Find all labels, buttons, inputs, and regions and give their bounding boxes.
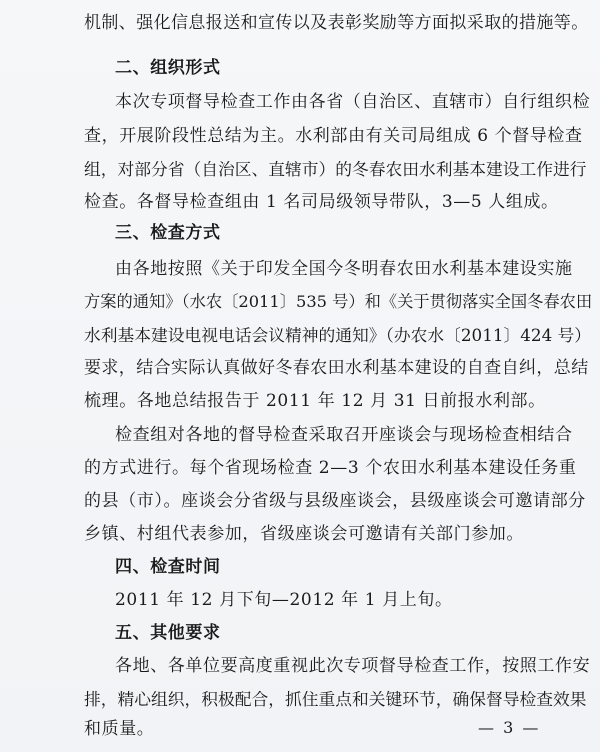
body-text-line: 检查。各督导检查组由 1 名司局级领导带队，3—5 人组成。	[84, 192, 559, 212]
body-text-line: 方案的通知》（水农〔2011〕535 号）和《关于贯彻落实全国冬春农田	[84, 292, 593, 311]
section-heading-time: 四、检查时间	[115, 557, 221, 577]
body-text-line: 水利基本建设电视电话会议精神的通知》（办农水〔2011〕424 号）	[84, 325, 592, 345]
body-text-line: 机制、强化信息报送和宣传以及表彰奖励等方面拟采取的措施等。	[84, 13, 589, 33]
body-text-line: 梳理。各地总结报告于 2011 年 12 月 31 日前报水利部。	[84, 391, 546, 411]
page-number: — 3 —	[478, 718, 541, 737]
body-text-line: 排，精心组织，积极配合，抓住重点和关键环节，确保督导检查效果	[84, 689, 587, 709]
body-text-line: 由各地按照《关于印发全国今冬明春农田水利基本建设实施	[115, 259, 573, 279]
body-text-line: 各地、各单位要高度重视此次专项督导检查工作，按照工作安	[115, 656, 591, 676]
body-text-line: 的方式进行。每个省现场检查 2—3 个农田水利基本建设任务重	[84, 458, 577, 478]
section-heading-method: 三、检查方式	[115, 223, 221, 243]
body-text-line: 组，对部分省（自治区、直辖市）的冬春农田水利基本建设工作进行	[84, 159, 587, 179]
body-text-line: 检查组对各地的督导检查采取召开座谈会与现场检查相结合	[115, 425, 573, 445]
body-text-line: 要求，结合实际认真做好冬春农田水利基本建设的自查自纠，总结	[84, 358, 589, 378]
section-heading-organization: 二、组织形式	[115, 58, 221, 78]
body-text-line: 本次专项督导检查工作由各省（自治区、直辖市）自行组织检	[115, 92, 591, 112]
body-text-line: 2011 年 12 月下旬—2012 年 1 月上旬。	[115, 590, 453, 610]
section-heading-other: 五、其他要求	[115, 623, 221, 643]
body-text-line: 的县（市）。座谈会分省级与县级座谈会，县级座谈会可邀请部分	[84, 491, 586, 511]
body-text-line: 和质量。	[84, 719, 155, 739]
body-text-line: 查，开展阶段性总结为主。水利部由有关司局组成 6 个督导检查	[84, 126, 583, 146]
body-text-line: 乡镇、村组代表参加，省级座谈会可邀请有关部门参加。	[84, 524, 524, 544]
